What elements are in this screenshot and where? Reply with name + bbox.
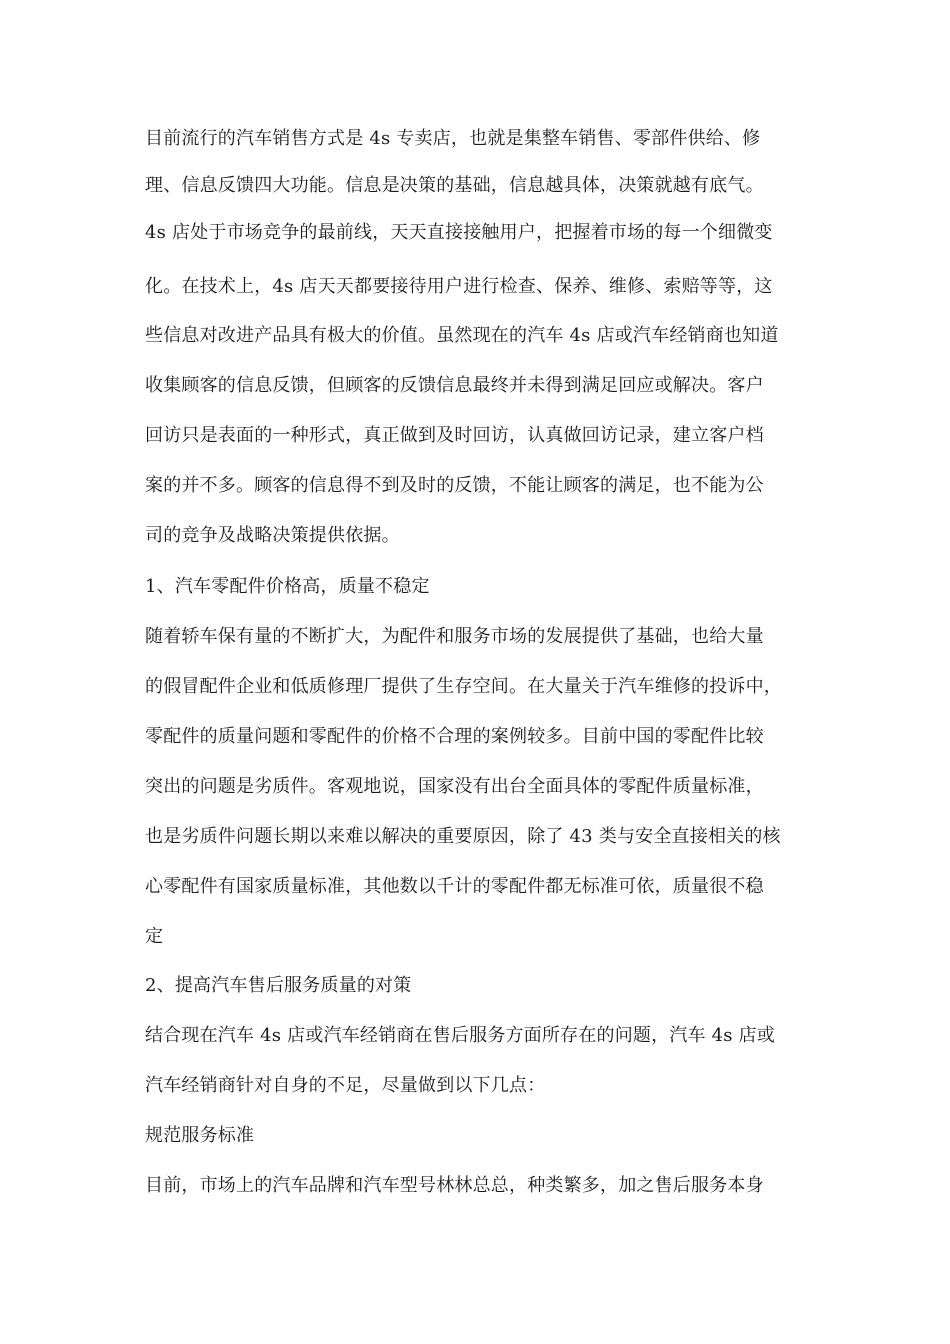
text-line: 目前，市场上的汽车品牌和汽车型号林林总总，种类繁多，加之售后服务本身 — [145, 1175, 764, 1196]
subsection-heading: 规范服务标准 — [145, 1125, 255, 1146]
text-line: 案的并不多。顾客的信息得不到及时的反馈，不能让顾客的满足，也不能为公 — [145, 475, 764, 496]
text-line: 收集顾客的信息反馈，但顾客的反馈信息最终并未得到满足回应或解决。客户 — [145, 375, 764, 396]
text-line: 汽车经销商针对自身的不足，尽量做到以下几点： — [145, 1075, 546, 1096]
text-line: 目前流行的汽车销售方式是 4s 专卖店，也就是集整车销售、零部件供给、修 — [145, 128, 761, 149]
text-line: 随着轿车保有量的不断扩大，为配件和服务市场的发展提供了基础，也给大量 — [145, 626, 764, 647]
text-line: 定 — [145, 926, 164, 947]
text-line: 的假冒配件企业和低质修理厂提供了生存空间。在大量关于汽车维修的投诉中， — [145, 676, 782, 697]
text-line: 理、信息反馈四大功能。信息是决策的基础，信息越具体，决策就越有底气。 — [145, 175, 764, 196]
text-line: 也是劣质件问题长期以来难以解决的重要原因，除了 43 类与安全直接相关的核 — [145, 826, 781, 847]
text-line: 零配件的质量问题和零配件的价格不合理的案例较多。目前中国的零配件比较 — [145, 726, 764, 747]
text-line: 结合现在汽车 4s 店或汽车经销商在售后服务方面所存在的问题，汽车 4s 店或 — [145, 1025, 776, 1046]
text-line: 4s 店处于市场竞争的最前线，天天直接接触用户，把握着市场的每一个细微变 — [145, 222, 773, 243]
section-heading-1: 1、汽车零配件价格高，质量不稳定 — [145, 576, 430, 597]
section-heading-2: 2、提高汽车售后服务质量的对策 — [145, 975, 412, 996]
text-line: 心零配件有国家质量标准，其他数以千计的零配件都无标准可依，质量很不稳 — [145, 876, 764, 897]
text-line: 化。在技术上，4s 店天天都要接待用户进行检查、保养、维修、索赔等等，这 — [145, 276, 773, 297]
text-line: 司的竞争及战略决策提供依据。 — [145, 525, 400, 546]
text-line: 回访只是表面的一种形式，真正做到及时回访，认真做回访记录，建立客户档 — [145, 425, 764, 446]
text-line: 些信息对改进产品具有极大的价值。虽然现在的汽车 4s 店或汽车经销商也知道 — [145, 325, 779, 346]
text-line: 突出的问题是劣质件。客观地说，国家没有出台全面具体的零配件质量标准， — [145, 776, 764, 797]
